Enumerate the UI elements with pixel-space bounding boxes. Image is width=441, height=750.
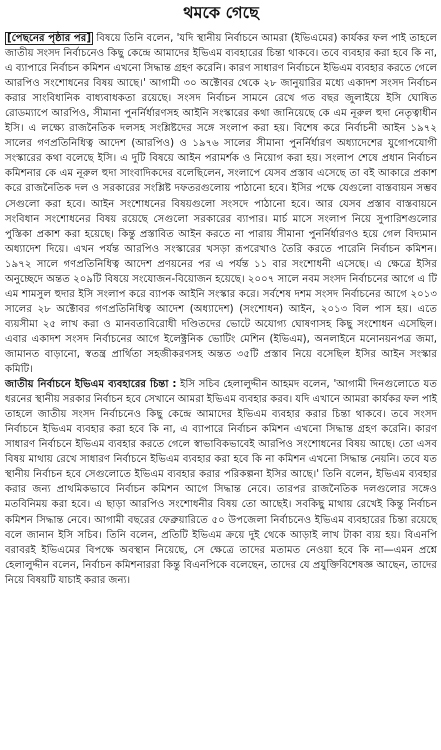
section-subhead-evm: জাতীয় নির্বাচনে ইভিএম ব্যবহারের চিন্তা : <box>5 379 177 391</box>
article-headline: থমকে গেছে <box>183 3 259 22</box>
article-paragraph-1 <box>5 31 437 377</box>
article-paragraph-2 <box>5 377 437 588</box>
paragraph-2-text: ইসি সচিব হেলালুদ্দীন আহমদ বলেন, 'আগামী দিনগুলোতে যত ধরনের স্থানীয় সরকার নির্বাচন হবে সেখানে আমরা ইভিএম ব্যবহার করব। যদি এখানে আমরা কার্যকর ফল পাই তাহলে জাতীয় সংসদ নির্বাচনেও কিছু কেন্দ্রে আমাদের ইভিএম ব্যবহার করার চিন্তা থাকবে। তবে সংসদ নির্বাচনে ইভিএম ব্যবহার করা হবে কি না, এ ব্যাপারে নির্বাচন কমিশন এখনো সিদ্ধান্ত গ্রহণ করেনি। কারণ সাধারণ নির্বাচনে ইভিএম ব্যবহার করতে গেলে স্বাভাবিকভাবেই আরপিও সংশোধনের বিষয় আছে। তো এসব বিষয় মাথায় রেখে সাধারণ নির্বাচনে ইভিএম ব্যবহার করা হবে কি না কমিশন এখনো সিদ্ধান্ত নেয়নি। তবে যত স্থানীয় নির্বাচন হবে সেগুলোতে ইভিএম ব্যবহার করার পরিকল্পনা ইসির আছে।' তিনি বলেন, ইভিএম ব্যবহার করার জন্য প্রাথমিকভাবে নির্বাচন কমিশন আগে সিদ্ধান্ত নেবে। তারপর রাজনৈতিক দলগুলোর সঙ্গেও মতবিনিময় করা হবে। এ ছাড়া আরপিও সংশোধনীর বিষয় তো আছেই। সবকিছু মাথায় রেখেই কিন্তু নির্বাচন কমিশন সিদ্ধান্ত নেবে। আগামী বছরের ফেব্রুয়ারিতে ৫০ উপজেলা নির্বাচনেও ইভিএম ব্যবহারের চিন্তা রয়েছে বলে জানান ইসি সচিব। তিনি বলেন, প্রতিটি ইভিএম ক্রয়ে দুই থেকে আড়াই লাখ টাকা ব্যয় হয়। বিএনপি বরাবরই ইভিএমের বিপক্ষে অবস্থান নিয়েছে, সে ক্ষেত্রে তাদের মতামত নেওয়া হবে কি না—এমন প্রশ্নে হেলালুদ্দীন বলেন, নির্বাচন কমিশনাররা কিন্তু বিএনপিকে বলেছেন, তাদের যে প্রযুক্তিবিশেষজ্ঞ আছেন, তাদের নিয়ে বিষয়টি যাচাই করার জন্য। <box>5 379 437 586</box>
paragraph-1-text: বিষয়ে তিনি বলেন, 'যদি স্থানীয় নির্বাচনে আমরা (ইভিএমের) কার্যকর ফল পাই তাহলে জাতীয় সংসদ নির্বাচনেও কিছু কেন্দ্রে আমাদের ইভিএম ব্যবহারের চিন্তা থাকবে। তবে ব্যবহার করা হবে কি না, এ ব্যাপারে নির্বাচন কমিশন এখনো সিদ্ধান্ত গ্রহণ করেনি। কারণ সাধারণ নির্বাচনে ইভিএম ব্যবহার করতে গেলে আরপিও সংশোধনের বিষয় আছে।' আগামী ৩০ অক্টোবর থেকে ২৮ জানুয়ারির মধ্যে একাদশ সংসদ নির্বাচন করার সাংবিধানিক বাধ্যবাধকতা রয়েছে। সংসদ নির্বাচন সামনে রেখে গত বছর জুলাইয়ে ইসি ঘোষিত রোডম্যাপে আরপিও, সীমানা পুনর্নির্ধারণসহ আইনি সংস্কারের কথা জানিয়েছে কে এম নূরুল হুদা নেতৃত্বাধীন ইসি। এ লক্ষ্যে রাজনৈতিক দলসহ সংশ্লিষ্টদের সঙ্গে সংলাপ করা হয়। বিশেষ করে নির্বাচনী আইন ১৯৭২ সালের গণপ্রতিনিধিত্ব আদেশ (আরপিও) ও ১৯৭৬ সালের সীমানা পুনর্নির্ধারণ অধ্যাদেশের যুগোপযোগী সংস্কারের কথা বলেছে ইসি। এ দুটি বিষয়ে আইন পরামর্শক ও নিয়োগ করা হয়। সংলাপ শেষে প্রধান নির্বাচন কমিশনার কে এম নূরুল হুদা সাংবাদিকদের বলেছিলেন, সংলাপে যেসব প্রস্তাব এসেছে তা বই আকারে প্রকাশ করে রাজনৈতিক দল ও সরকারের সংশ্লিষ্ট দফতরগুলোয় পাঠানো হবে। ইসির পক্ষে যেগুলো বাস্তবায়ন সম্ভব সেগুলো করা হবে। আইন সংশোধনের বিষয়গুলো সংসদে পাঠানো হবে। আর যেসব প্রস্তাব বাস্তবায়নে সংবিধান সংশোধনের বিষয় রয়েছে সেগুলো সরকারের ব্যাপার। মার্চ মাসে সংলাপ নিয়ে সুপারিশগুলোর পুস্তিকা প্রকাশ করা হয়েছে। কিন্তু প্রস্তাবিত আইন করতে না পারায় সীমানা পুনর্নির্ধারণও হয়ে গেল বিদ্যমান অধ্যাদেশ দিয়ে। এখন পর্যন্ত আরপিও সংস্কারের খসড়া রূপরেখাও তৈরি করতে পারেনি নির্বাচন কমিশন। ১৯৭২ সালে গণপ্রতিনিধিত্ব আদেশ প্রণয়নের পর এ পর্যন্ত ১১ বার সংশোধনী এসেছে। এ ক্ষেত্রে ইসির অনুচ্ছেদে অন্তত ২০৯টি বিষয়ে সংযোজন-বিয়োজন হয়েছে। ২০০৭ সালে নবম সংসদ নির্বাচনের আগে এ টি এম শামসুল হুদার ইসি সংলাপ করে ব্যাপক আইনি সংস্কার করে। সর্বশেষ দশম সংসদ নির্বাচনের আগে ২০১৩ সালের ২৮ অক্টোবর গণপ্রতিনিধিত্ব আদেশ (অধ্যাদেশ) (সংশোধন) আইন, ২০১৩ বিল পাস হয়। এতে ব্যয়সীমা ২৫ লাখ করা ও মানবতাবিরোধী দণ্ডিতদের ভোটে অযোগ্য ঘোষণাসহ কিছু সংশোধন এসেছিল। এবার একাদশ সংসদ নির্বাচনের আগে ইলেক্ট্রনিক ভোটিং মেশিন (ইভিএম), অনলাইনে মনোনয়নপত্র জমা, জামানত বাড়ানো, স্বতন্ত্র প্রার্থিতা সহজীকরণসহ অন্তত ৩৫টি প্রস্তাব নিয়ে বসেছিল ইসির আইন সংস্কার কমিটি। <box>5 33 437 376</box>
continued-from-back-page-label: [পেছনের পৃষ্ঠার পর] <box>7 33 92 44</box>
